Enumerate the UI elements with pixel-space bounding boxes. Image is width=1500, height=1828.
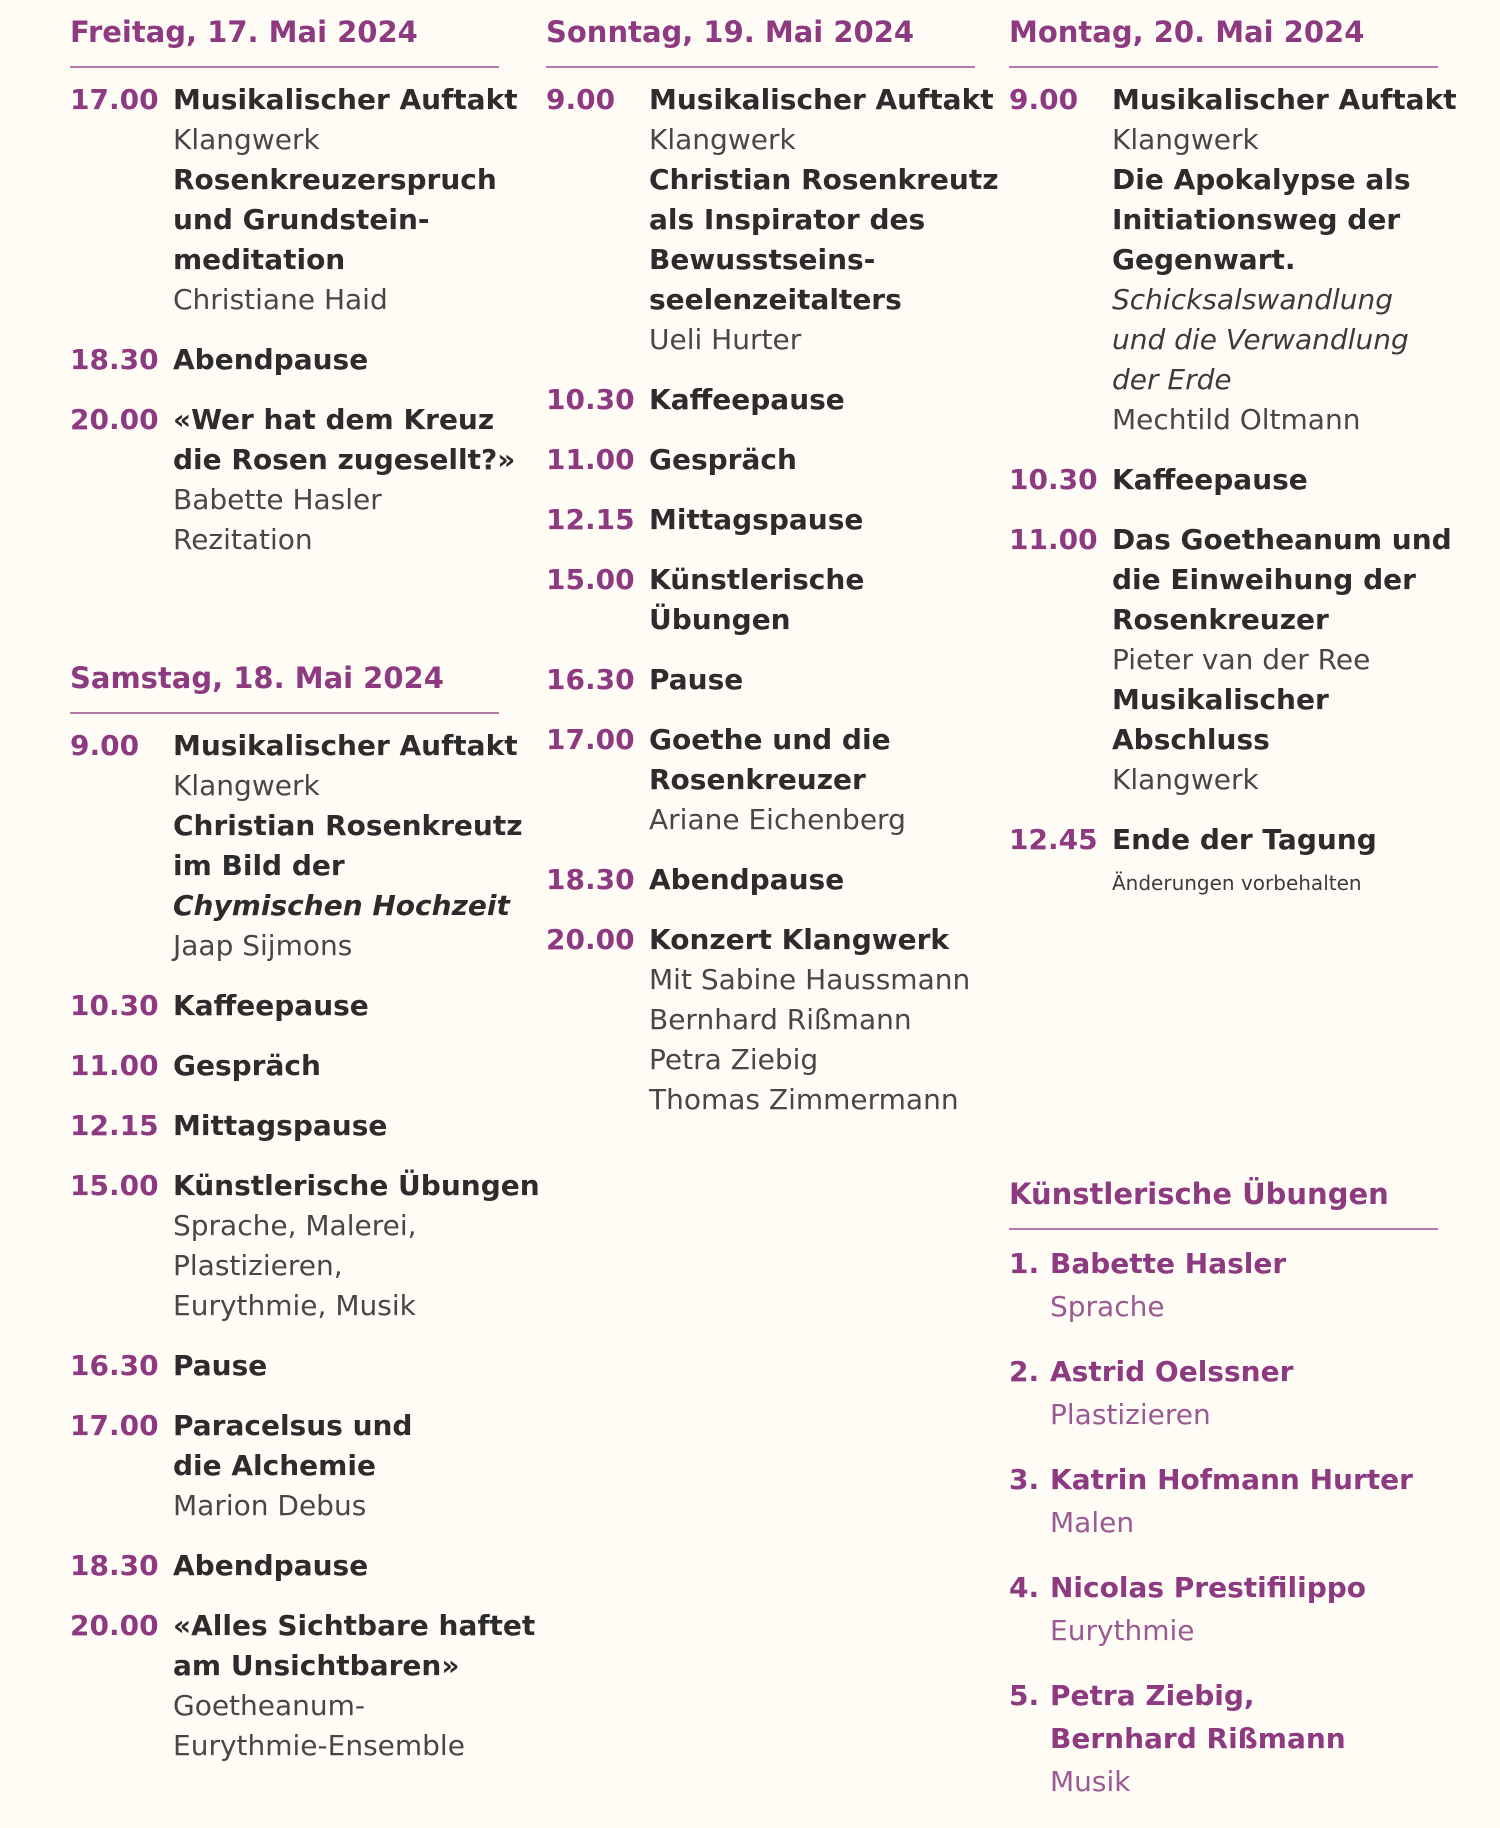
event-title: Das Goetheanum und (1112, 523, 1452, 556)
event-time: 12.15 (70, 1109, 159, 1142)
column-sunday (546, 0, 999, 1140)
event-title: die Alchemie (173, 1449, 376, 1482)
event-monday-0900 (1009, 80, 1457, 440)
workshop-item (1009, 1566, 1438, 1652)
workshop-item (1009, 1350, 1438, 1436)
workshop-item (1009, 1458, 1438, 1544)
day-heading-saturday: Samstag, 18. Mai 2024 (70, 646, 499, 714)
event-title: Bewusstseins- (649, 243, 876, 276)
event-detail: Eurythmie, Musik (173, 1289, 416, 1322)
event-title: im Bild der (173, 849, 345, 882)
event-title: Rosenkreuzer (649, 763, 866, 796)
event-saturday-1630 (70, 1346, 499, 1386)
event-title: Christian Rosenkreutz (173, 809, 523, 842)
day-heading-monday: Montag, 20. Mai 2024 (1009, 0, 1438, 68)
event-title: seelenzeitalters (649, 283, 902, 316)
workshop-discipline: Malen (1050, 1506, 1135, 1539)
event-title: Mittagspause (649, 503, 864, 536)
event-title: Pause (173, 1349, 268, 1382)
event-time: 11.00 (1009, 523, 1098, 556)
event-title: Künstlerische Übungen (173, 1169, 540, 1202)
event-saturday-1215 (70, 1106, 499, 1146)
event-title: und Grundstein- (173, 203, 430, 236)
event-saturday-1030 (70, 986, 499, 1026)
event-title: Musikalischer Auftakt (173, 729, 518, 762)
event-title: Pause (649, 663, 744, 696)
workshop-discipline: Plastizieren (1050, 1398, 1211, 1431)
event-sunday-1700 (546, 720, 975, 840)
day-heading-sunday: Sonntag, 19. Mai 2024 (546, 0, 975, 68)
event-time: 17.00 (70, 1409, 159, 1442)
event-title: Paracelsus und (173, 1409, 413, 1442)
workshop-leader: Bernhard Rißmann (1050, 1722, 1346, 1755)
workshop-leader: Nicolas Prestifilippo (1050, 1571, 1367, 1604)
event-subtitle: Schicksalswandlung (1112, 283, 1394, 316)
workshop-discipline: Musik (1050, 1765, 1131, 1798)
event-speaker: Ueli Hurter (649, 323, 802, 356)
event-sunday-1500 (546, 560, 975, 640)
event-title: Rosenkreuzerspruch (173, 163, 497, 196)
event-title: Musikalischer (1112, 683, 1329, 716)
event-time: 20.00 (546, 923, 635, 956)
changes-reserved-note: Änderungen vorbehalten (1112, 871, 1362, 895)
event-time: 9.00 (546, 83, 616, 116)
event-time: 10.30 (1009, 463, 1098, 496)
event-speaker: Ariane Eichenberg (649, 803, 906, 836)
event-time: 17.00 (546, 723, 635, 756)
event-title: Goethe und die (649, 723, 891, 756)
event-performer: Klangwerk (173, 123, 320, 156)
event-time: 18.30 (70, 1549, 159, 1582)
event-speaker: Pieter van der Ree (1112, 643, 1371, 676)
event-saturday-1500 (70, 1166, 540, 1326)
event-performer: Mit Sabine Haussmann (649, 963, 971, 996)
event-monday-1030 (1009, 460, 1438, 500)
event-title: die Einweihung der (1112, 563, 1416, 596)
event-time: 11.00 (546, 443, 635, 476)
event-detail: Plastizieren, (173, 1249, 343, 1282)
event-performer: Klangwerk (649, 123, 796, 156)
workshops-section (1009, 1162, 1438, 1803)
event-title: Abendpause (173, 1549, 369, 1582)
event-performer: Klangwerk (173, 769, 320, 802)
event-title: Gespräch (649, 443, 797, 476)
event-title: am Unsichtbaren» (173, 1649, 460, 1682)
event-time: 15.00 (546, 563, 635, 596)
event-title: Mittagspause (173, 1109, 388, 1142)
workshop-item (1009, 1674, 1438, 1803)
event-title: als Inspirator des (649, 203, 926, 236)
event-speaker: Marion Debus (173, 1489, 367, 1522)
event-saturday-0900 (70, 726, 523, 966)
event-title: Kaffeepause (173, 989, 369, 1022)
event-title: Musikalischer Auftakt (1112, 83, 1457, 116)
event-time: 18.30 (70, 343, 159, 376)
event-monday-1100 (1009, 520, 1452, 800)
event-sunday-0900 (546, 80, 999, 360)
workshop-number: 1. (1009, 1247, 1040, 1280)
workshop-number: 5. (1009, 1679, 1040, 1712)
event-time: 11.00 (70, 1049, 159, 1082)
event-friday-1830 (70, 340, 499, 380)
event-title: Initiationsweg der (1112, 203, 1401, 236)
event-friday-2000 (70, 400, 516, 560)
event-saturday-1100 (70, 1046, 499, 1086)
workshop-number: 3. (1009, 1463, 1040, 1496)
event-performer: Klangwerk (1112, 763, 1259, 796)
event-performer: Eurythmie-Ensemble (173, 1729, 465, 1762)
event-performer: Goetheanum- (173, 1689, 366, 1722)
day-heading-friday: Freitag, 17. Mai 2024 (70, 0, 499, 68)
event-time: 9.00 (1009, 83, 1079, 116)
event-performer: Petra Ziebig (649, 1043, 819, 1076)
event-title: Künstlerische (649, 563, 865, 596)
event-time: 20.00 (70, 403, 159, 436)
event-title: Abschluss (1112, 723, 1270, 756)
event-friday-1700 (70, 80, 518, 320)
event-time: 16.30 (546, 663, 635, 696)
workshop-number: 2. (1009, 1355, 1040, 1388)
event-time: 10.30 (70, 989, 159, 1022)
workshops-heading: Künstlerische Übungen (1009, 1162, 1438, 1230)
event-saturday-2000 (70, 1606, 536, 1766)
event-title: Christian Rosenkreutz (649, 163, 999, 196)
event-time: 16.30 (70, 1349, 159, 1382)
event-title: Abendpause (649, 863, 845, 896)
event-title: «Alles Sichtbare haftet (173, 1609, 536, 1642)
event-saturday-1700 (70, 1406, 499, 1526)
event-title-italic: Chymischen Hochzeit (173, 889, 510, 922)
event-title: Konzert Klangwerk (649, 923, 950, 956)
event-title: meditation (173, 243, 346, 276)
workshop-discipline: Eurythmie (1050, 1614, 1195, 1647)
event-title: Übungen (649, 603, 791, 636)
event-title: Gegenwart. (1112, 243, 1296, 276)
event-title: Die Apokalypse als (1112, 163, 1411, 196)
event-time: 12.15 (546, 503, 635, 536)
event-title: Kaffeepause (1112, 463, 1308, 496)
workshop-number: 4. (1009, 1571, 1040, 1604)
event-speaker: Christiane Haid (173, 283, 388, 316)
event-title: Kaffeepause (649, 383, 845, 416)
event-title: die Rosen zugesellt?» (173, 443, 516, 476)
event-title: Ende der Tagung (1112, 823, 1377, 856)
event-time: 12.45 (1009, 823, 1098, 856)
workshop-leader: Babette Hasler (1050, 1247, 1287, 1280)
workshop-leader: Petra Ziebig, (1050, 1679, 1255, 1712)
event-title: Gespräch (173, 1049, 321, 1082)
event-speaker: Jaap Sijmons (173, 929, 353, 962)
event-time: 15.00 (70, 1169, 159, 1202)
event-sunday-1100 (546, 440, 975, 480)
event-time: 9.00 (70, 729, 140, 762)
event-time: 10.30 (546, 383, 635, 416)
event-speaker: Mechtild Oltmann (1112, 403, 1361, 436)
event-format: Rezitation (173, 523, 313, 556)
event-saturday-1830 (70, 1546, 499, 1586)
event-title: Musikalischer Auftakt (649, 83, 994, 116)
workshop-leader: Katrin Hofmann Hurter (1050, 1463, 1413, 1496)
event-time: 17.00 (70, 83, 159, 116)
event-title: Abendpause (173, 343, 369, 376)
event-time: 18.30 (546, 863, 635, 896)
column-friday-saturday (70, 0, 540, 1786)
event-detail: Sprache, Malerei, (173, 1209, 417, 1242)
event-sunday-1630 (546, 660, 975, 700)
event-sunday-1215 (546, 500, 975, 540)
event-sunday-2000 (546, 920, 975, 1120)
event-subtitle: und die Verwandlung (1112, 323, 1409, 356)
event-sunday-1830 (546, 860, 975, 900)
event-performer: Thomas Zimmermann (649, 1083, 959, 1116)
event-title: Rosenkreuzer (1112, 603, 1329, 636)
workshop-item (1009, 1242, 1438, 1328)
event-performer: Bernhard Rißmann (649, 1003, 912, 1036)
workshop-leader: Astrid Oelssner (1050, 1355, 1294, 1388)
column-monday (1009, 0, 1457, 1825)
event-sunday-1030 (546, 380, 975, 420)
event-title: «Wer hat dem Kreuz (173, 403, 495, 436)
event-performer: Klangwerk (1112, 123, 1259, 156)
event-speaker: Babette Hasler (173, 483, 382, 516)
event-time: 20.00 (70, 1609, 159, 1642)
workshop-discipline: Sprache (1050, 1290, 1165, 1323)
event-title: Musikalischer Auftakt (173, 83, 518, 116)
event-subtitle: der Erde (1112, 363, 1232, 396)
event-monday-1245 (1009, 820, 1438, 860)
